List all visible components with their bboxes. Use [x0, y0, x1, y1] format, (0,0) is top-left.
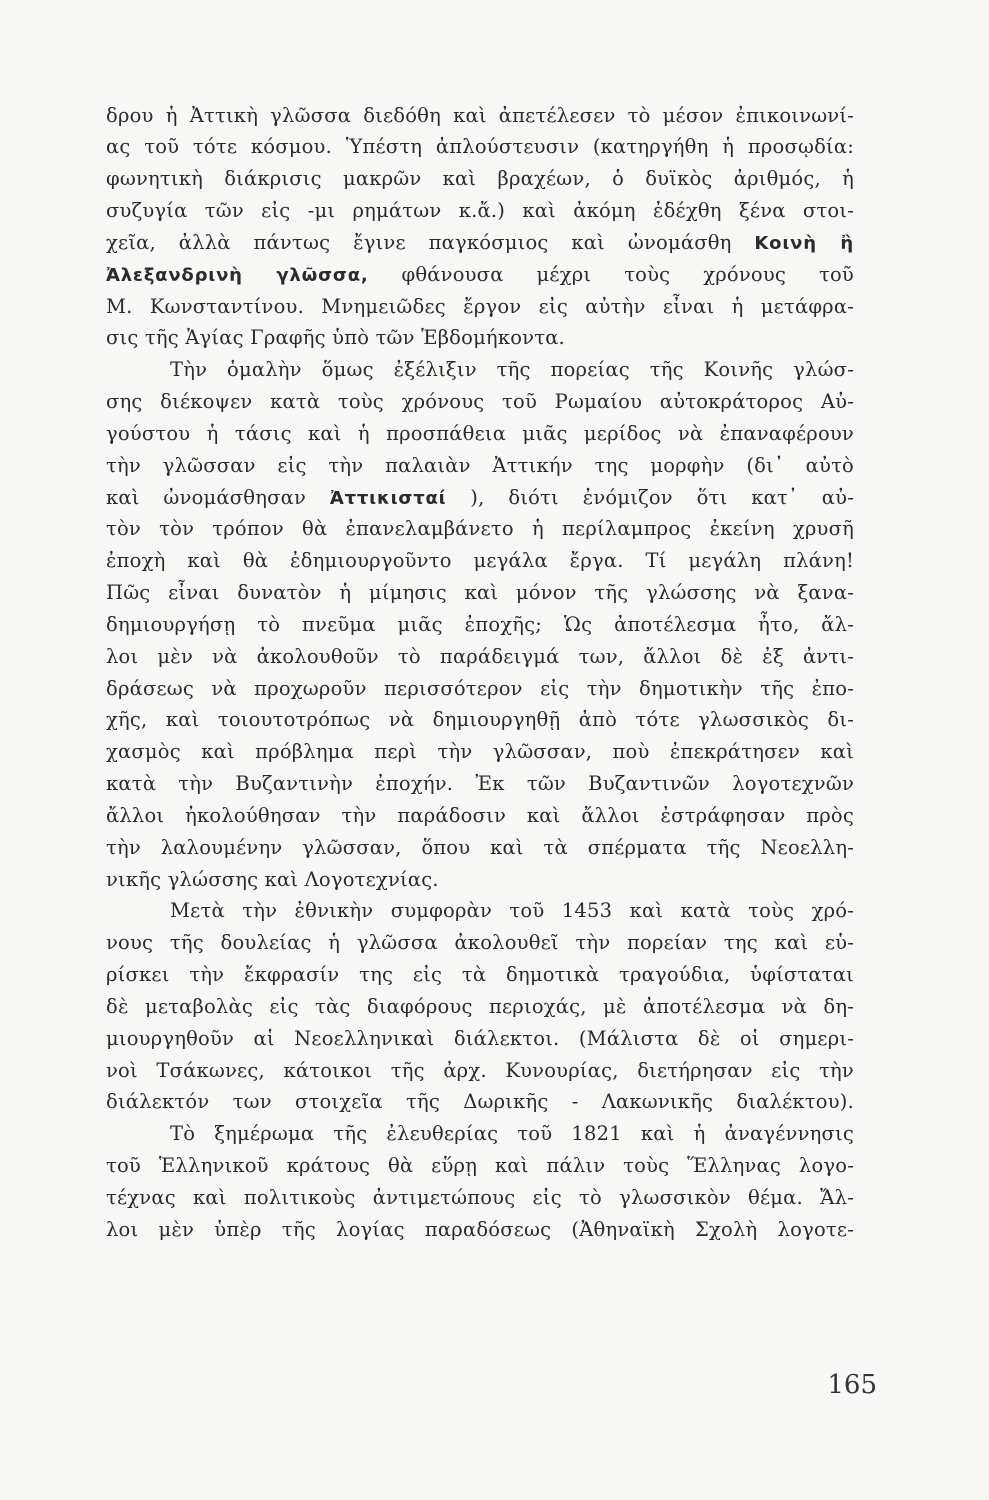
text-line: δημιουργήσῃ τὸ πνεῦμα μιᾶς ἐποχῆς; Ὡς ἀποτέλεσμα ἦτο, ἄλ-: [106, 613, 854, 636]
text-line: ἐποχὴ καὶ θὰ ἐδημιουργοῦντο μεγάλα ἔργα. Τί μεγάλη πλάνη!: [106, 549, 854, 572]
text-line: νικῆς γλώσσης καὶ Λογοτεχνίας.: [106, 868, 439, 891]
bold-term: Κοινὴ ἢ: [754, 233, 854, 254]
text-line: μιουργηθοῦν αἱ Νεοελληνικαὶ διάλεκτοι. (Μάλιστα δὲ οἱ σημερι-: [106, 1027, 854, 1050]
text-segment: καὶ ὠνομάσθησαν: [106, 486, 330, 509]
text-line: σις τῆς Ἁγίας Γραφῆς ὑπὸ τῶν Ἑβδομήκοντα.: [106, 326, 565, 349]
text-line: χῆς, καὶ τοιουτοτρόπως νὰ δημιουργηθῇ ἀπὸ τότε γλωσσικὸς δι-: [106, 708, 854, 731]
text-line: χασμὸς καὶ πρόβλημα περὶ τὴν γλῶσσαν, ποὺ ἐπεκράτησεν καὶ: [106, 740, 854, 763]
text-line: ας τοῦ τότε κόσμου. Ὑπέστη ἀπλούστευσιν (κατηργήθη ἡ προσῳδία:: [106, 135, 854, 158]
text-line: νους τῆς δουλείας ἡ γλῶσσα ἀκολουθεῖ τὴν πορείαν της καὶ εὑ-: [106, 931, 854, 954]
text-line: Πῶς εἶναι δυνατὸν ἡ μίμησις καὶ μόνον τῆς γλώσσης νὰ ξανα-: [106, 581, 854, 604]
bold-term: Ἀλεξανδρινὴ γλῶσσα,: [106, 265, 369, 286]
text-segment: ), διότι ἐνόμιζον ὅτι κατ᾽ αὐ-: [446, 486, 854, 509]
text-line: [106, 259, 854, 290]
text-line: τέχνας καὶ πολιτικοὺς ἀντιμετώπους εἰς τὸ γλωσσικὸν θέμα. Ἄλ-: [106, 1186, 854, 1209]
page-number: 165: [827, 1370, 877, 1400]
text-line: κατὰ τὴν Βυζαντινὴν ἐποχήν. Ἐκ τῶν Βυζαντινῶν λογοτεχνῶν: [106, 772, 854, 795]
paragraph-first-line: Μετὰ τὴν ἐθνικὴν συμφορὰν τοῦ 1453 καὶ κατὰ τοὺς χρό-: [170, 899, 854, 922]
text-line: λοι μὲν ὑπὲρ τῆς λογίας παραδόσεως (Ἀθηναϊκὴ Σχολὴ λογοτε-: [106, 1218, 854, 1241]
text-segment: φθάνουσα μέχρι τοὺς χρόνους τοῦ: [368, 263, 854, 286]
bold-term: Ἀττικισταί: [329, 488, 447, 509]
text-line: ρίσκει τὴν ἔκφρασίν της εἰς τὰ δημοτικὰ τραγούδια, ὑφίσταται: [106, 963, 854, 986]
paragraph-first-line: Τὸ ξημέρωμα τῆς ἐλευθερίας τοῦ 1821 καὶ ἡ ἀναγέννησις: [170, 1122, 854, 1145]
paragraph-first-line: Τὴν ὁμαλὴν ὅμως ἐξέλιξιν τῆς πορείας τῆς Κοινῆς γλώσ-: [170, 358, 854, 381]
text-line: δὲ μεταβολὰς εἰς τὰς διαφόρους περιοχάς, μὲ ἀποτέλεσμα νὰ δη-: [106, 995, 854, 1018]
text-line: τὴν γλῶσσαν εἰς τὴν παλαιὰν Ἀττικήν της μορφὴν (δι᾽ αὐτὸ: [106, 454, 854, 477]
text-line: διάλεκτόν των στοιχεῖα τῆς Δωρικῆς - Λακωνικῆς διαλέκτου).: [106, 1090, 854, 1113]
text-line: γούστου ἡ τάσις καὶ ἡ προσπάθεια μιᾶς μερίδος νὰ ἐπαναφέρουν: [106, 422, 854, 445]
text-line: σης διέκοψεν κατὰ τοὺς χρόνους τοῦ Ρωμαίου αὐτοκράτορος Αὐ-: [106, 390, 854, 413]
text-line: νοὶ Τσάκωνες, κάτοικοι τῆς ἀρχ. Κυνουρίας, διετήρησαν εἰς τὴν: [106, 1059, 854, 1082]
text-line: ἄλλοι ἠκολούθησαν τὴν παράδοσιν καὶ ἄλλοι ἐστράφησαν πρὸς: [106, 804, 854, 827]
text-line: δρου ἡ Ἀττικὴ γλῶσσα διεδόθη καὶ ἀπετέλεσεν τὸ μέσον ἐπικοινωνί-: [106, 104, 854, 127]
text-line: τὸν τὸν τρόπον θὰ ἐπανελαμβάνετο ἡ περίλαμπρος ἐκείνη χρυσῆ: [106, 517, 854, 540]
text-line: τὴν λαλουμένην γλῶσσαν, ὅπου καὶ τὰ σπέρματα τῆς Νεοελλη-: [106, 836, 854, 859]
text-line: Μ. Κωνσταντίνου. Μνημειῶδες ἔργον εἰς αὐτὴν εἶναι ἡ μετάφρα-: [106, 295, 854, 318]
text-line: φωνητικὴ διάκρισις μακρῶν καὶ βραχέων, ὁ δυϊκὸς ἀριθμός, ἡ: [106, 167, 854, 190]
text-line: τοῦ Ἑλληνικοῦ κράτους θὰ εὕρῃ καὶ πάλιν τοὺς Ἕλληνας λογο-: [106, 1154, 854, 1177]
text-line: συζυγία τῶν εἰς -μι ρημάτων κ.ἄ.) καὶ ἀκόμη ἐδέχθη ξένα στοι-: [106, 199, 854, 222]
text-line: δράσεως νὰ προχωροῦν περισσότερον εἰς τὴν δημοτικὴν τῆς ἐπο-: [106, 677, 854, 700]
text-line: [106, 227, 854, 258]
text-line: λοι μὲν νὰ ἀκολουθοῦν τὸ παράδειγμά των, ἄλλοι δὲ ἐξ ἀντι-: [106, 645, 854, 668]
text-line: [106, 482, 854, 513]
text-segment: χεῖα, ἀλλὰ πάντως ἔγινε παγκόσμιος καὶ ὠνομάσθη: [106, 231, 755, 254]
